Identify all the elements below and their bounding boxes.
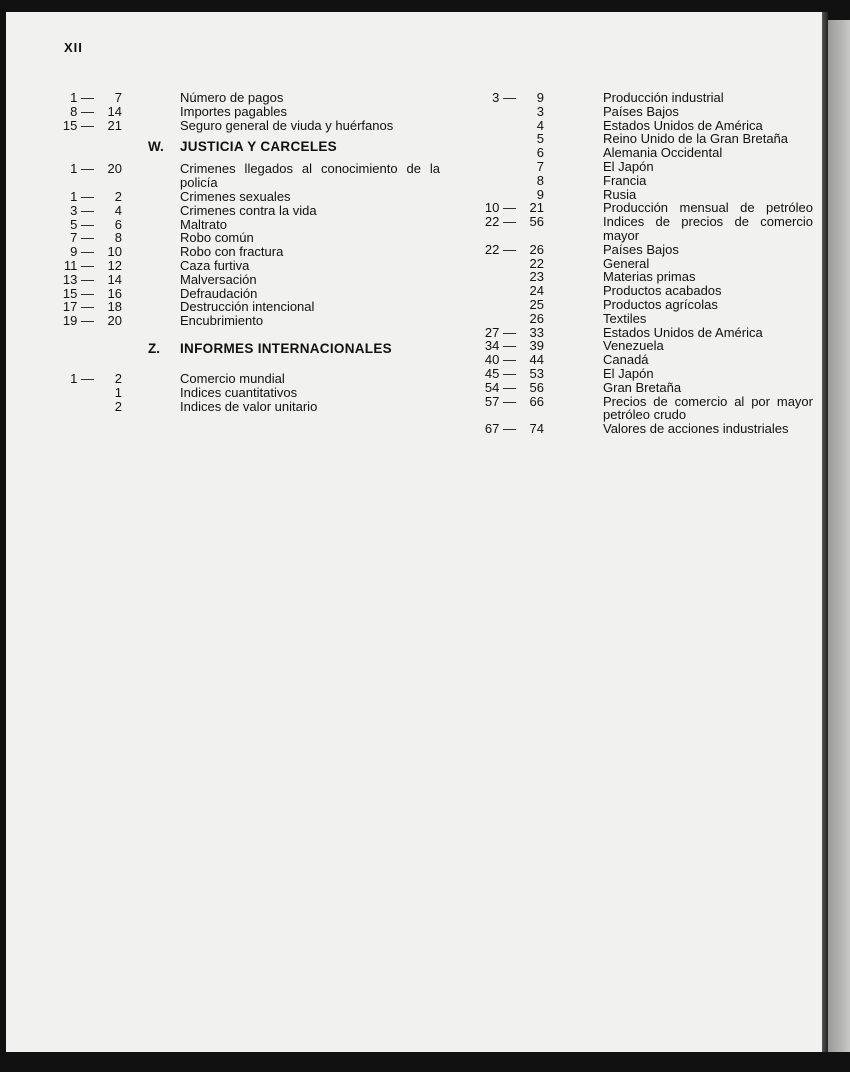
column-end: 8 — [114, 230, 122, 246]
entry-description: Número de pagos — [180, 90, 284, 105]
entry-description: Seguro general de viuda y huérfanos — [180, 117, 394, 133]
column-start: 7 — — [70, 230, 94, 246]
column-start: 17 — — [62, 299, 94, 315]
column-end: 66 — [529, 393, 544, 409]
column-start: 8 — — [70, 103, 94, 119]
column-start: 5 — — [70, 216, 94, 232]
entry-description: Textiles — [603, 310, 647, 326]
page-number: XII — [64, 40, 83, 55]
index-entry — [0, 353, 830, 367]
entry-description: Crimenes sexuales — [180, 188, 291, 204]
entry-description: Productos acabados — [603, 283, 722, 299]
section-title: INFORMES INTERNACIONALES — [180, 340, 392, 356]
column-end: 6 — [114, 216, 122, 232]
entry-description: Producción industrial — [603, 90, 724, 105]
entry-description: Materias primas — [603, 269, 696, 285]
entry-description: Indices de precios de comercio — [603, 214, 813, 230]
entry-description: Estados Unidos de América — [603, 324, 763, 340]
entry-description: Robo común — [180, 230, 254, 246]
column-start: 19 — — [62, 313, 94, 329]
column-start: 1 — — [70, 370, 94, 386]
index-entry — [0, 172, 830, 191]
column-end: 3 — [536, 103, 544, 119]
column-end: 56 — [529, 214, 544, 230]
column-end: 56 — [529, 379, 544, 395]
index-entry — [0, 158, 830, 177]
index-entry — [0, 395, 830, 409]
section-title: JUSTICIA Y CARCELES — [180, 139, 337, 155]
entry-description: Canadá — [603, 352, 649, 368]
column-end: 9 — [536, 90, 544, 105]
column-end: 26 — [529, 241, 544, 257]
column-start: 45 — — [484, 365, 516, 381]
entry-description: Reino Unido de la Gran Bretaña — [603, 131, 789, 147]
entry-description: Productos agrícolas — [603, 296, 718, 312]
column-end: 2 — [114, 370, 122, 386]
entry-description: Comercio mundial — [180, 370, 285, 386]
column-end: 44 — [529, 352, 544, 368]
column-start: 54 — — [484, 379, 516, 395]
column-end: 7 — [114, 90, 122, 105]
column-end: 7 — [536, 158, 544, 174]
column-end: 14 — [107, 103, 122, 119]
entry-description: mayor — [603, 227, 640, 243]
index-entry — [0, 310, 830, 329]
column-start: 3 — — [492, 90, 516, 105]
index-entry — [0, 381, 830, 395]
entry-description: petróleo crudo — [603, 407, 687, 423]
index-entry — [0, 215, 830, 229]
entry-description: Valores de acciones industriales — [603, 421, 789, 437]
column-end: 24 — [529, 283, 544, 299]
entry-description: policía — [180, 175, 218, 191]
adjacent-page-edge — [828, 20, 850, 1052]
column-start: 22 — — [484, 241, 516, 257]
entry-description: El Japón — [603, 158, 654, 174]
entry-description: Precios de comercio al por mayor — [603, 393, 813, 409]
column-end: 74 — [529, 421, 544, 437]
entry-description: Importes pagables — [180, 103, 287, 119]
column-end: 1 — [114, 384, 122, 400]
entry-description: Países Bajos — [603, 241, 679, 257]
index-entry — [0, 408, 830, 422]
column-end: 33 — [529, 324, 544, 340]
column-end: 16 — [107, 285, 122, 301]
column-start: 34 — — [484, 338, 516, 354]
index-entry — [0, 146, 830, 160]
entry-description: Venezuela — [603, 338, 664, 354]
index-entry — [0, 422, 830, 436]
index-entry — [0, 119, 830, 133]
column-start: 67 — — [484, 421, 516, 437]
index-entry — [0, 105, 830, 119]
column-end: 4 — [536, 117, 544, 133]
column-start: 11 — — [63, 257, 94, 273]
column-end: 20 — [107, 161, 122, 177]
column-end: 8 — [536, 172, 544, 188]
index-entry — [0, 326, 830, 340]
column-end: 6 — [536, 145, 544, 161]
column-end: 18 — [107, 299, 122, 315]
entry-description: Defraudación — [180, 285, 258, 301]
index-entry — [0, 339, 830, 353]
index-entry — [0, 132, 830, 146]
entry-description: Crimenes contra la vida — [180, 202, 317, 218]
column-start: 27 — — [484, 324, 516, 340]
entry-description: Destrucción intencional — [180, 299, 315, 315]
entry-description: Rusia — [603, 186, 637, 202]
column-start: 13 — — [62, 271, 94, 287]
index-entry — [0, 367, 830, 381]
column-end: 20 — [107, 313, 122, 329]
entry-description: Gran Bretaña — [603, 379, 682, 395]
entry-description: Robo con fractura — [180, 244, 284, 260]
index-entry — [0, 257, 830, 271]
column-start: 57 — — [484, 393, 516, 409]
entry-description: Alemania Occidental — [603, 145, 723, 161]
entry-description: Francia — [603, 172, 647, 188]
column-start: 15 — — [62, 117, 94, 133]
column-end: 2 — [114, 398, 122, 414]
column-start: 15 — — [62, 285, 94, 301]
column-start: 1 — — [70, 161, 94, 177]
entry-description: General — [603, 255, 650, 271]
index-entry — [0, 201, 830, 215]
entry-description: Malversación — [180, 271, 257, 287]
index-entry — [0, 241, 830, 260]
column-end: 5 — [536, 131, 544, 147]
index-entry — [0, 188, 830, 202]
column-end: 53 — [529, 365, 544, 381]
column-end: 21 — [107, 117, 122, 133]
column-start: 1 — — [70, 188, 94, 204]
column-end: 26 — [529, 310, 544, 326]
right-column — [0, 91, 830, 436]
column-start: 22 — — [484, 214, 516, 230]
column-end: 39 — [529, 338, 544, 354]
column-start: 10 — — [484, 200, 516, 216]
column-end: 12 — [107, 257, 122, 273]
column-end: 4 — [114, 202, 122, 218]
entry-description: Indices de valor unitario — [180, 398, 318, 414]
column-end: 9 — [536, 186, 544, 202]
index-entry — [0, 296, 830, 315]
index-entry — [0, 284, 830, 298]
column-start: 1 — — [70, 90, 94, 105]
index-entry — [0, 227, 830, 246]
column-end: 2 — [114, 188, 122, 204]
entry-description: Estados Unidos de América — [603, 117, 763, 133]
column-end: 21 — [529, 200, 544, 216]
index-entry — [0, 270, 830, 284]
column-end: 23 — [529, 269, 544, 285]
entry-description: Países Bajos — [603, 103, 679, 119]
entry-description: Indices cuantitativos — [180, 384, 298, 400]
column-start: 3 — — [70, 202, 94, 218]
entry-description: Crimenes llegados al conocimiento de la — [180, 161, 440, 177]
entry-description: Maltrato — [180, 216, 227, 232]
column-end: 22 — [529, 255, 544, 271]
entry-description: El Japón — [603, 365, 654, 381]
section-letter: Z. — [148, 340, 160, 356]
column-end: 10 — [107, 244, 122, 260]
column-start: 40 — — [484, 352, 516, 368]
index-entry — [0, 91, 830, 105]
column-start: 9 — — [70, 244, 94, 260]
column-end: 25 — [529, 296, 544, 312]
entry-description: Producción mensual de petróleo — [603, 200, 813, 216]
entry-description: Encubrimiento — [180, 313, 264, 329]
column-end: 14 — [107, 271, 122, 287]
entry-description: Caza furtiva — [180, 257, 250, 273]
section-letter: W. — [148, 139, 164, 155]
